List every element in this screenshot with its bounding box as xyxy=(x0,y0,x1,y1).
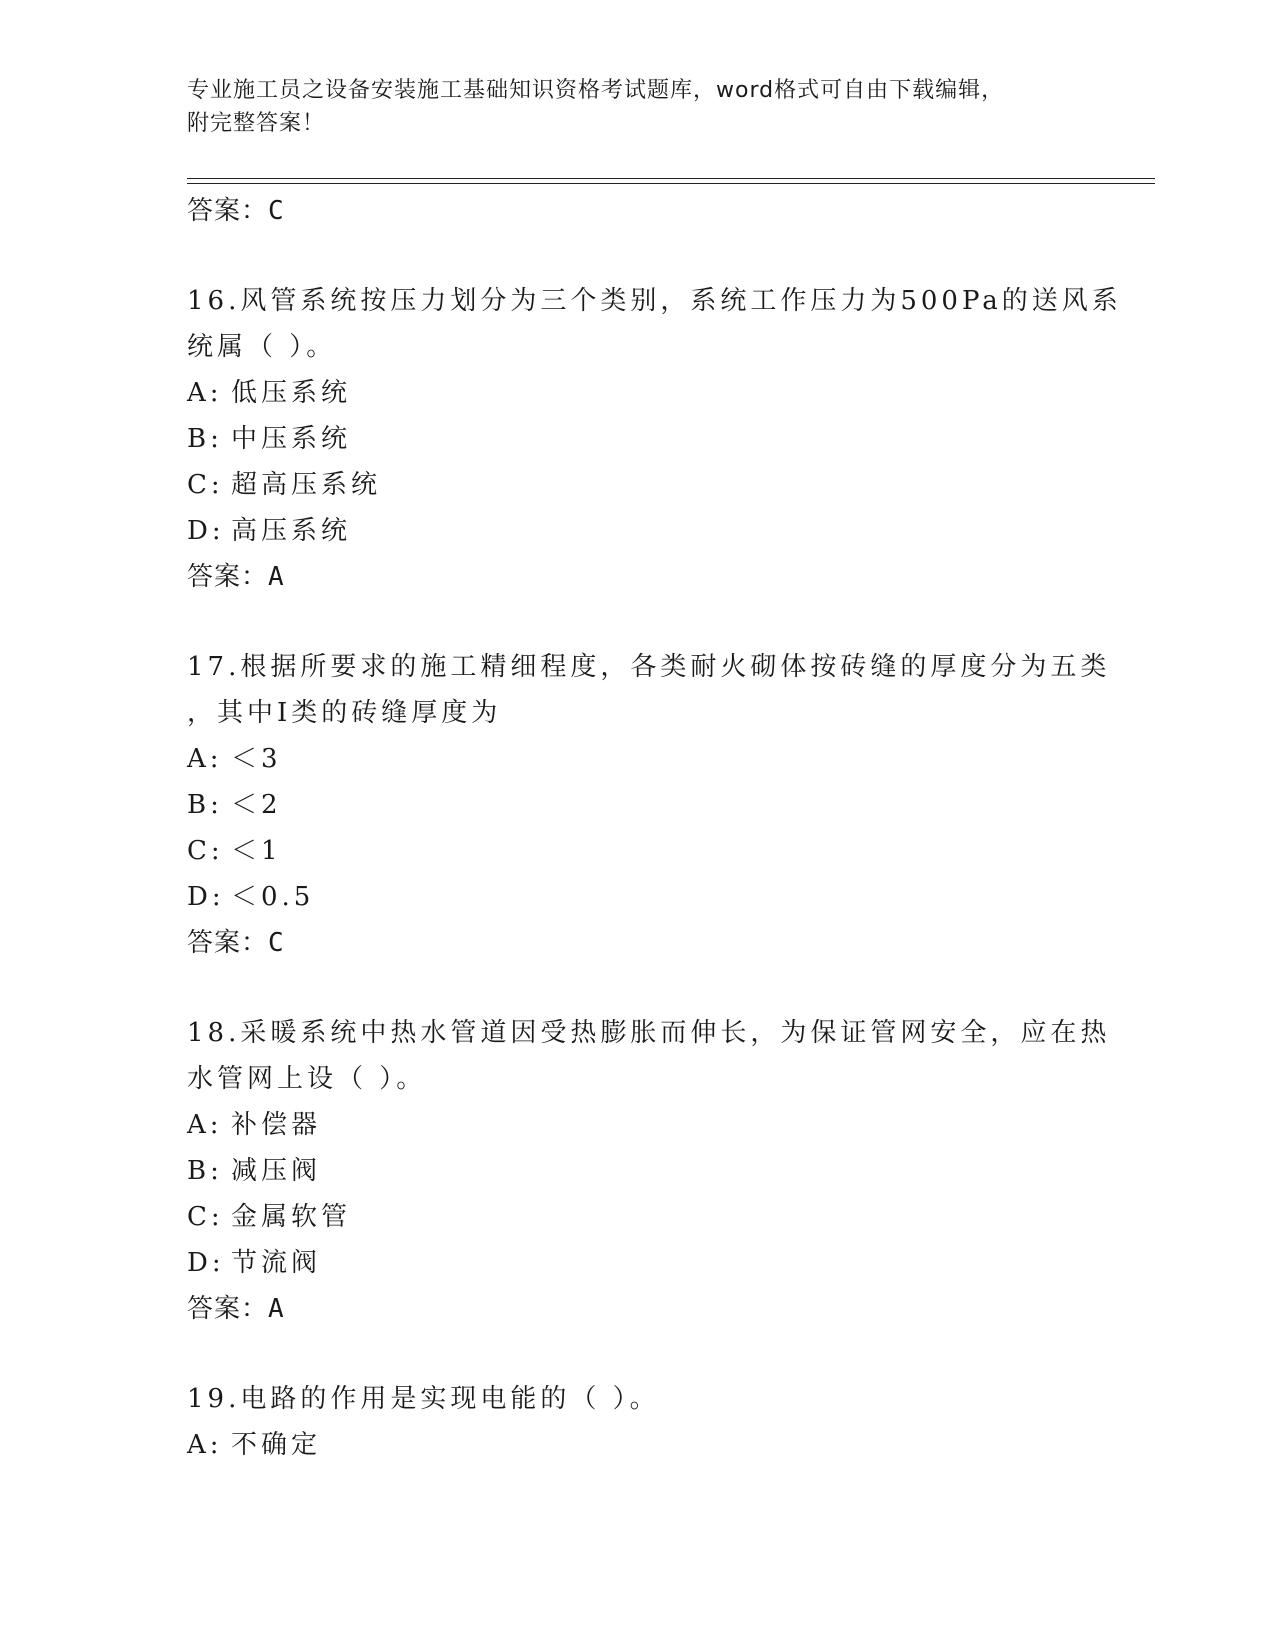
option-b xyxy=(187,1148,1087,1194)
option-text: ＜2 xyxy=(231,790,282,820)
question-line: 17.根据所要求的施工精细程度，各类耐火砌体按砖缝的厚度分为五类 xyxy=(187,652,1111,682)
option-text: 金属软管 xyxy=(231,1202,352,1232)
option-letter: D: xyxy=(187,1248,225,1278)
option-text: 节流阀 xyxy=(231,1248,322,1278)
question-18 xyxy=(187,1010,1111,1332)
answer-label: 答案： xyxy=(187,1294,269,1324)
option-d xyxy=(187,874,1087,920)
option-text: 不确定 xyxy=(231,1430,322,1460)
document-header xyxy=(187,74,1087,140)
question-text xyxy=(187,278,1122,370)
header-divider-bottom xyxy=(187,183,1155,184)
option-c xyxy=(187,462,1087,508)
option-text: 高压系统 xyxy=(231,516,352,546)
answer-label: 答案： xyxy=(187,562,269,592)
option-d xyxy=(187,508,1087,554)
option-text: 中压系统 xyxy=(231,424,352,454)
answer-label: 答案： xyxy=(187,196,269,226)
option-text: 低压系统 xyxy=(231,378,352,408)
answer-value: A xyxy=(268,562,285,592)
option-letter: A: xyxy=(187,378,223,408)
question-answer xyxy=(187,1286,1087,1332)
question-answer xyxy=(187,554,1087,600)
option-letter: C: xyxy=(187,470,224,500)
question-line: 统属（ ）。 xyxy=(187,332,337,362)
question-19 xyxy=(187,1376,1087,1468)
option-text: 补偿器 xyxy=(231,1110,322,1140)
option-text: ＜1 xyxy=(231,836,282,866)
question-text xyxy=(187,644,1111,736)
header-line-1: 专业施工员之设备安装施工基础知识资格考试题库，word格式可自由下载编辑， xyxy=(187,78,1005,103)
question-list xyxy=(187,188,1122,1468)
option-a xyxy=(187,1102,1087,1148)
option-letter: B: xyxy=(187,1156,223,1186)
option-letter: B: xyxy=(187,424,223,454)
header-line-2: 附完整答案！ xyxy=(187,111,326,136)
option-letter: C: xyxy=(187,1202,224,1232)
option-text: 减压阀 xyxy=(231,1156,322,1186)
answer-value: C xyxy=(268,928,285,958)
question-16 xyxy=(187,278,1122,600)
option-c xyxy=(187,1194,1087,1240)
question-line: 16.风管系统按压力划分为三个类别，系统工作压力为500Pa的送风系 xyxy=(187,286,1122,316)
option-letter: A: xyxy=(187,744,223,774)
question-line: 18.采暖系统中热水管道因受热膨胀而伸长，为保证管网安全，应在热 xyxy=(187,1018,1111,1048)
question-text xyxy=(187,1376,1077,1422)
question-17 xyxy=(187,644,1111,966)
option-letter: C: xyxy=(187,836,224,866)
previous-answer xyxy=(187,188,1087,234)
answer-label: 答案： xyxy=(187,928,269,958)
option-letter: D: xyxy=(187,516,225,546)
option-a xyxy=(187,1422,1087,1468)
header-divider-top xyxy=(187,178,1155,179)
option-c xyxy=(187,828,1087,874)
option-letter: B: xyxy=(187,790,223,820)
question-line: ，其中Ⅰ类的砖缝厚度为 xyxy=(187,698,502,728)
option-letter: A: xyxy=(187,1430,223,1460)
option-b xyxy=(187,416,1087,462)
question-text xyxy=(187,1010,1111,1102)
question-line: 水管网上设（ ）。 xyxy=(187,1064,427,1094)
question-answer xyxy=(187,920,1087,966)
answer-value: A xyxy=(268,1294,285,1324)
option-letter: A: xyxy=(187,1110,223,1140)
option-a xyxy=(187,736,1087,782)
answer-value: C xyxy=(268,196,285,226)
question-line: 19.电路的作用是实现电能的（ ）。 xyxy=(187,1384,660,1414)
option-text: ＜0.5 xyxy=(231,882,315,912)
option-a xyxy=(187,370,1087,416)
option-b xyxy=(187,782,1087,828)
option-text: ＜3 xyxy=(231,744,282,774)
option-text: 超高压系统 xyxy=(231,470,382,500)
option-letter: D: xyxy=(187,882,225,912)
option-d xyxy=(187,1240,1087,1286)
